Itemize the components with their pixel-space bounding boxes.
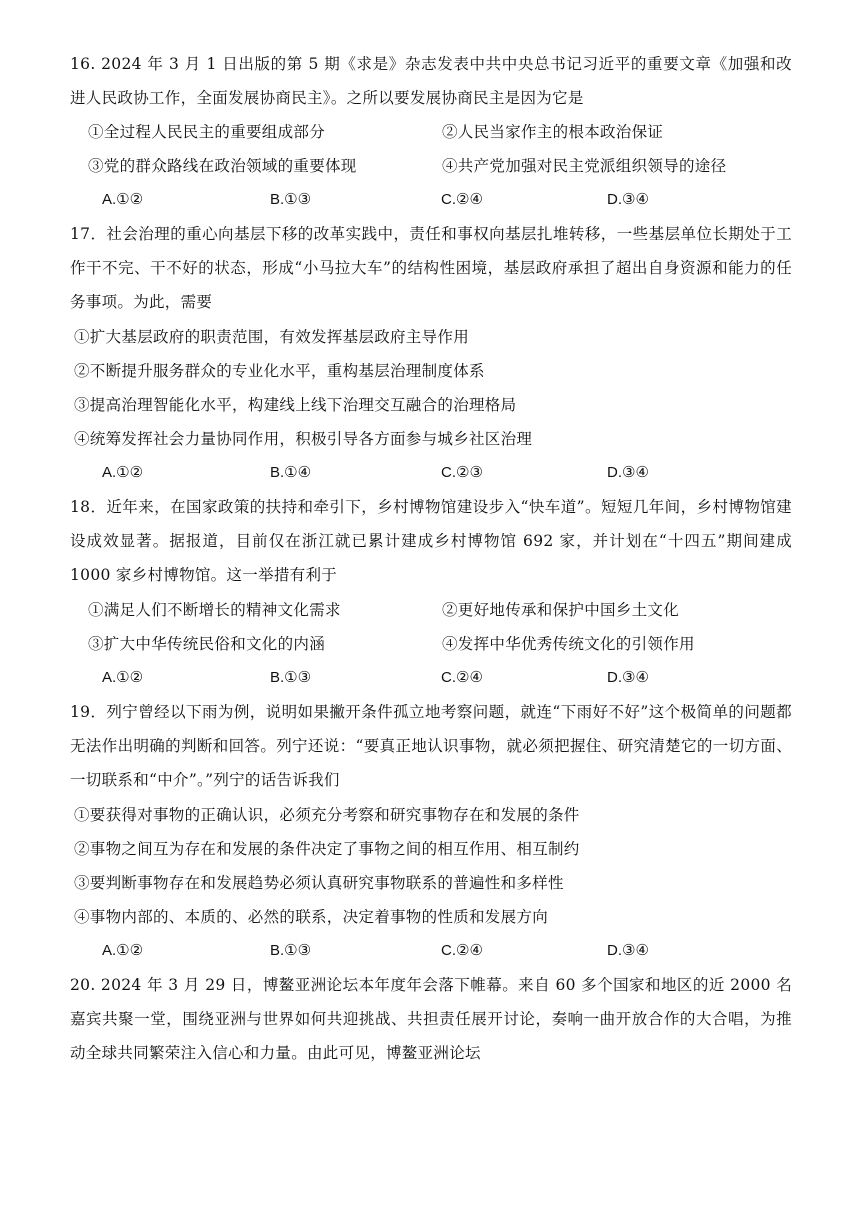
question-19-answer-c: C.②④ [441, 942, 483, 959]
question-16-answer-c: C.②④ [441, 191, 483, 208]
question-18-answer-a: A.①② [102, 669, 144, 686]
question-16-option-4: ④共产党加强对民主党派组织领导的途径 [442, 157, 727, 175]
question-18-option-2: ②更好地传承和保护中国乡土文化 [442, 601, 680, 619]
question-19-stem: 19．列宁曾经以下雨为例，说明如果撇开条件孤立地考察问题，就连“下雨好不好”这个极简单的问题都无法作出明确的判断和回答。列宁还说：“要真正地认识事物，就必须把握住、研究清楚它的一切方面、一切联系和“中介”。”列宁的话告诉我们 [70, 703, 792, 789]
question-19-option-3: ③要判断事物存在和发展趋势必须认真研究事物联系的普遍性和多样性 [74, 874, 564, 892]
question-19-answer-b: B.①③ [270, 942, 312, 959]
question-20-stem: 20. 2024 年 3 月 29 日，博鳌亚洲论坛本年度年会落下帷幕。来自 60 多个国家和地区的近 2000 名嘉宾共聚一堂，围绕亚洲与世界如何共迎挑战、共担责任展开讨论，奏响一曲开放合作的大合唱，为推动全球共同繁荣注入信心和力量。由此可见，博鳌亚洲论坛 [70, 976, 792, 1062]
question-19-answer-d: D.③④ [607, 942, 649, 959]
question-18-answer-c: C.②④ [441, 669, 483, 686]
question-18-option-4: ④发挥中华优秀传统文化的引领作用 [442, 635, 695, 653]
question-19-option-1: ①要获得对事物的正确认识，必须充分考察和研究事物存在和发展的条件 [74, 806, 580, 824]
question-17-answer-b: B.①④ [270, 464, 312, 481]
question-16-answer-a: A.①② [102, 191, 144, 208]
question-17-option-3: ③提高治理智能化水平，构建线上线下治理交互融合的治理格局 [74, 396, 517, 414]
question-16-answer-b: B.①③ [270, 191, 312, 208]
question-18-option-1: ①满足人们不断增长的精神文化需求 [88, 601, 341, 619]
question-16-answer-d: D.③④ [607, 191, 649, 208]
question-17-answer-a: A.①② [102, 464, 144, 481]
question-17-option-4: ④统筹发挥社会力量协同作用，积极引导各方面参与城乡社区治理 [74, 430, 533, 448]
question-16-option-1: ①全过程人民民主的重要组成部分 [88, 123, 326, 141]
question-19-answer-a: A.①② [102, 942, 144, 959]
question-19-option-4: ④事物内部的、本质的、必然的联系，决定着事物的性质和发展方向 [74, 908, 549, 926]
question-18-stem: 18．近年来，在国家政策的扶持和牵引下，乡村博物馆建设步入“快车道”。短短几年间，乡村博物馆建设成效显著。据报道，目前仅在浙江就已累计建成乡村博物馆 692 家，并计划在“十四五”期间建成 1000 家乡村博物馆。这一举措有利于 [70, 498, 792, 584]
question-17-answer-c: C.②③ [441, 464, 483, 481]
question-17-stem: 17．社会治理的重心向基层下移的改革实践中，责任和事权向基层扎堆转移，一些基层单位长期处于工作干不完、干不好的状态，形成“小马拉大车”的结构性困境，基层政府承担了超出自身资源和能力的任务事项。为此，需要 [70, 225, 792, 311]
question-17-option-2: ②不断提升服务群众的专业化水平，重构基层治理制度体系 [74, 362, 485, 380]
question-16-stem: 16. 2024 年 3 月 1 日出版的第 5 期《求是》杂志发表中共中央总书记习近平的重要文章《加强和改进人民政协工作，全面发展协商民主》。之所以要发展协商民主是因为它是 [70, 55, 792, 107]
question-18-answer-d: D.③④ [607, 669, 649, 686]
question-17-answer-d: D.③④ [607, 464, 649, 481]
question-19-option-2: ②事物之间互为存在和发展的条件决定了事物之间的相互作用、相互制约 [74, 840, 580, 858]
question-16-option-3: ③党的群众路线在政治领域的重要体现 [88, 157, 357, 175]
question-16-option-2: ②人民当家作主的根本政治保证 [442, 123, 664, 141]
question-17-option-1: ①扩大基层政府的职责范围，有效发挥基层政府主导作用 [74, 328, 470, 346]
question-18-option-3: ③扩大中华传统民俗和文化的内涵 [88, 635, 326, 653]
question-18-answer-b: B.①③ [270, 669, 312, 686]
